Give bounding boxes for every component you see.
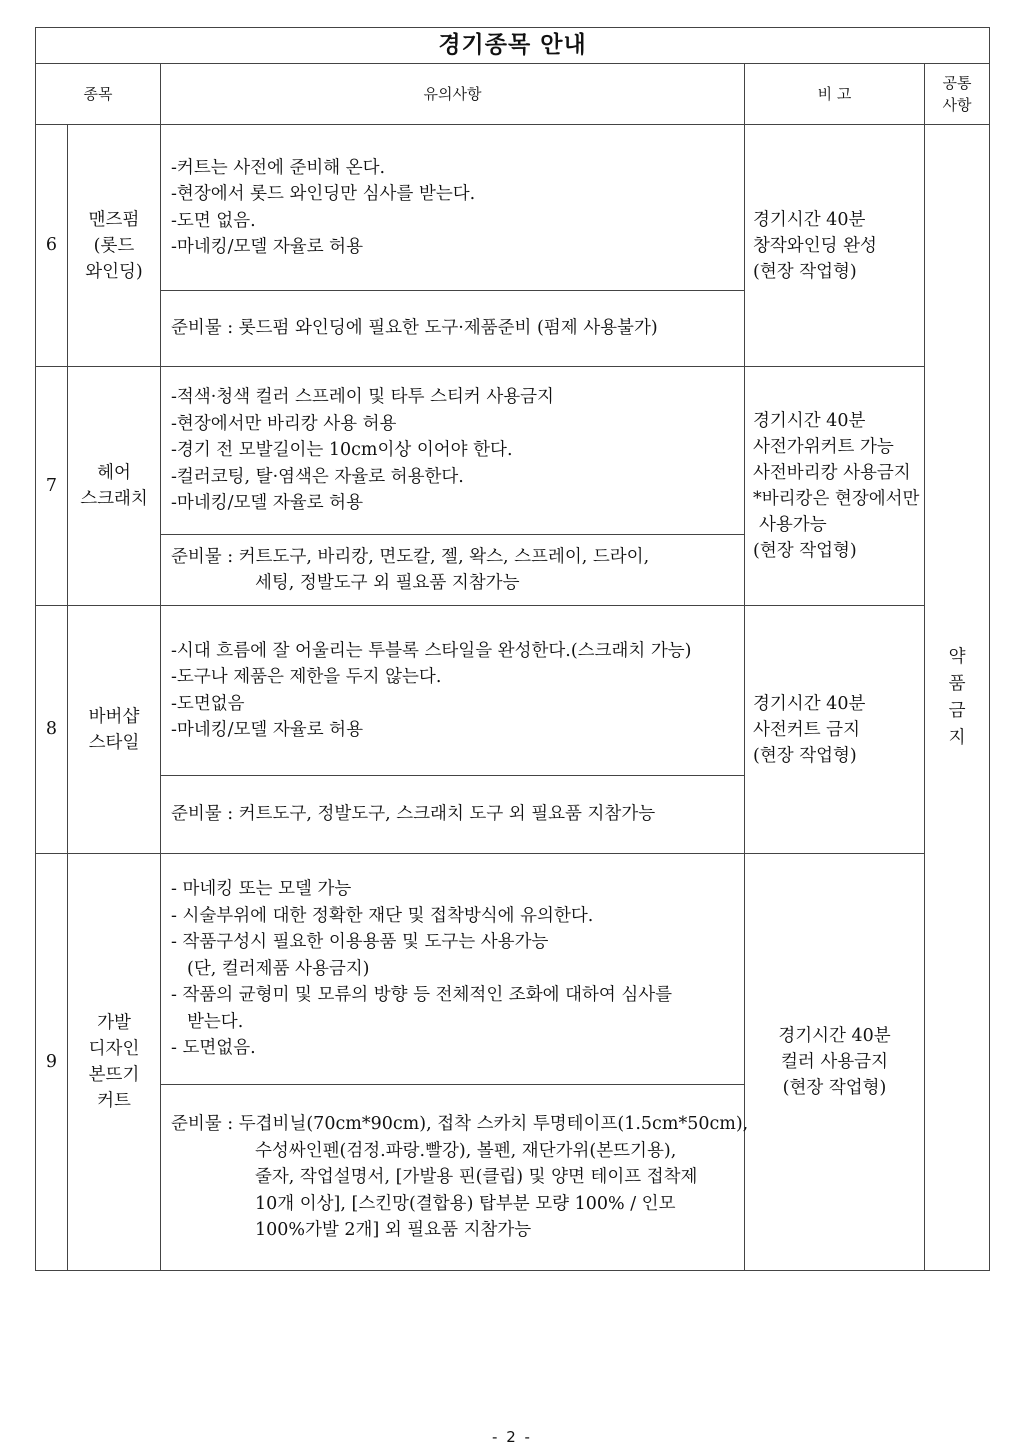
event-remarks: 경기시간 40분 사전가위커트 가능 사전바리캉 사용금지 *바리캉은 현장에서만 사용가능 (현장 작업형) bbox=[745, 367, 925, 606]
event-row bbox=[36, 606, 990, 776]
event-prep: 준비물 : 커트도구, 정발도구, 스크래치 도구 외 필요품 지참가능 bbox=[161, 776, 745, 854]
event-name: 헤어 스크래치 bbox=[68, 367, 161, 606]
event-row bbox=[36, 367, 990, 535]
event-remarks: 경기시간 40분 창작와인딩 완성 (현장 작업형) bbox=[745, 125, 925, 367]
event-name: 가발 디자인 본뜨기 커트 bbox=[68, 854, 161, 1271]
page bbox=[35, 27, 989, 1271]
event-number: 7 bbox=[36, 367, 68, 606]
event-number: 6 bbox=[36, 125, 68, 367]
event-table bbox=[35, 27, 990, 1271]
event-name: 바버샵 스타일 bbox=[68, 606, 161, 854]
event-prep: 준비물 : 커트도구, 바리캉, 면도칼, 젤, 왁스, 스프레이, 드라이, 세팅, 정발도구 외 필요품 지참가능 bbox=[161, 535, 745, 606]
event-number: 9 bbox=[36, 854, 68, 1271]
event-name: 맨즈펌 (롯드 와인딩) bbox=[68, 125, 161, 367]
header-common: 공통 사항 bbox=[925, 64, 990, 125]
event-remarks: 경기시간 40분 사전커트 금지 (현장 작업형) bbox=[745, 606, 925, 854]
event-notes: -커트는 사전에 준비해 온다. -현장에서 롯드 와인딩만 심사를 받는다. -도면 없음. -마네킹/모델 자율로 허용 bbox=[161, 125, 745, 291]
page-title: 경기종목 안내 bbox=[36, 28, 990, 64]
event-row bbox=[36, 854, 990, 1085]
event-prep: 준비물 : 롯드펌 와인딩에 필요한 도구·제품준비 (펌제 사용불가) bbox=[161, 291, 745, 367]
event-remarks: 경기시간 40분 컬러 사용금지 (현장 작업형) bbox=[745, 854, 925, 1271]
event-row bbox=[36, 125, 990, 291]
event-notes: - 마네킹 또는 모델 가능 - 시술부위에 대한 정확한 재단 및 접착방식에 유의한다. - 작품구성시 필요한 이용용품 및 도구는 사용가능 (단, 컬러제품 사용금지) - 작품의 균형미 및 모류의 방향 등 전체적인 조화에 대하여 심사를 받는다. - 도면없음. bbox=[161, 854, 745, 1085]
event-notes: -시대 흐름에 잘 어울리는 투블록 스타일을 완성한다.(스크래치 가능) -도구나 제품은 제한을 두지 않는다. -도면없음 -마네킹/모델 자율로 허용 bbox=[161, 606, 745, 776]
event-notes: -적색·청색 컬러 스프레이 및 타투 스티커 사용금지 -현장에서만 바리캉 사용 허용 -경기 전 모발길이는 10cm이상 이어야 한다. -컬러코팅, 탈·염색은 자율로 허용한다. -마네킹/모델 자율로 허용 bbox=[161, 367, 745, 535]
header-remarks: 비 고 bbox=[745, 64, 925, 125]
common-note: 약 품 금 지 bbox=[925, 125, 990, 1271]
header-category: 종목 bbox=[36, 64, 161, 125]
header-notes: 유의사항 bbox=[161, 64, 745, 125]
event-number: 8 bbox=[36, 606, 68, 854]
event-prep: 준비물 : 두겹비닐(70cm*90cm), 접착 스카치 투명테이프(1.5cm*50cm), 수성싸인펜(검정.파랑.빨강), 볼펜, 재단가위(본뜨기용), 줄자, 작업설명서, [가발용 핀(클립) 및 양면 테이프 접착제 10개 이상], [스킨망(결합용) 탑부분 모량 100% / 인모 100%가발 2개] 외 필요품 지참가능 bbox=[161, 1085, 745, 1271]
page-number: - 2 - bbox=[492, 1428, 532, 1446]
